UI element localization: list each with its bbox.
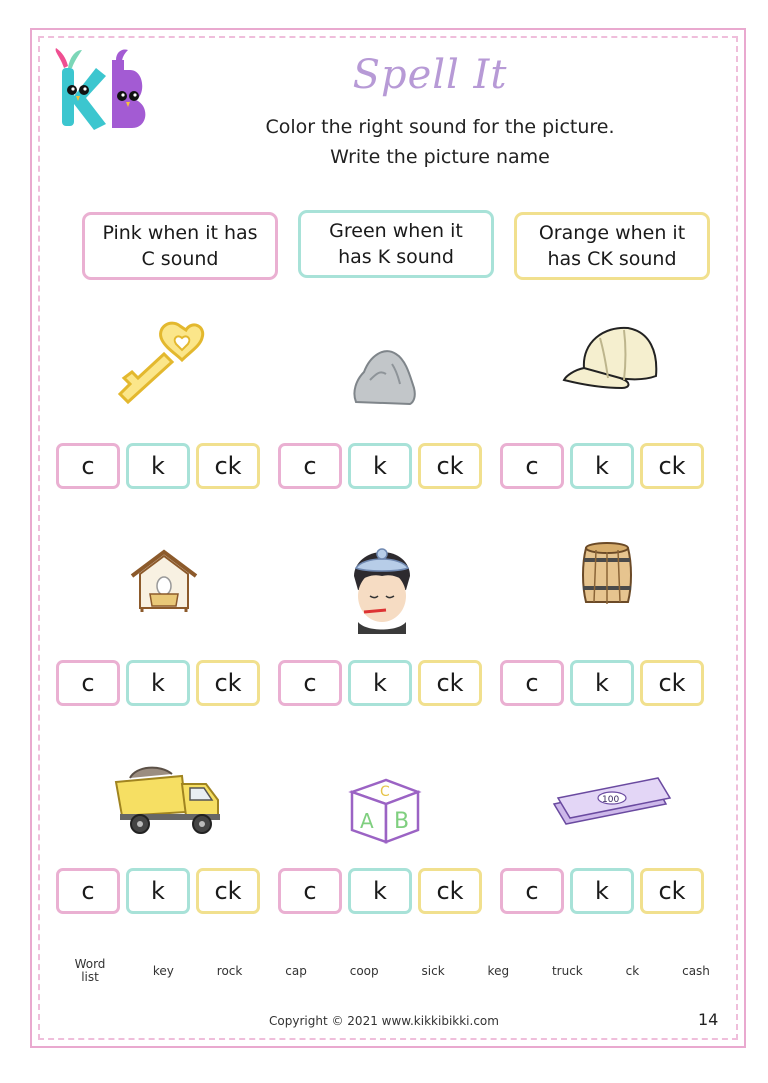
option-c[interactable]: c	[278, 443, 342, 489]
option-k[interactable]: k	[570, 660, 634, 706]
word-list-header	[70, 958, 110, 984]
key-icon	[110, 318, 220, 410]
legend-line: Green when it	[329, 220, 463, 242]
kb-logo-icon	[52, 46, 152, 136]
option-ck[interactable]: ck	[640, 443, 704, 489]
option-ck[interactable]: ck	[196, 443, 260, 489]
legend-line: has K sound	[338, 246, 454, 268]
word-list-header-line: Word	[74, 957, 106, 971]
option-ck[interactable]: ck	[196, 660, 260, 706]
word-item: ck	[625, 964, 640, 978]
option-group	[500, 660, 704, 706]
cash-icon	[550, 774, 674, 826]
option-group	[56, 660, 260, 706]
legend-c-sound	[82, 212, 278, 280]
coop-icon	[128, 548, 200, 614]
legend-line: Pink when it has	[102, 222, 258, 244]
option-ck[interactable]: ck	[196, 868, 260, 914]
keg-icon	[578, 540, 636, 610]
option-group	[278, 868, 482, 914]
option-c[interactable]: c	[56, 660, 120, 706]
abc-block-icon	[346, 772, 424, 846]
option-c[interactable]: c	[56, 868, 120, 914]
rock-icon	[350, 340, 420, 408]
option-k[interactable]: k	[570, 868, 634, 914]
legend-line: has CK sound	[547, 248, 677, 270]
word-item: rock	[216, 964, 243, 978]
option-ck[interactable]: ck	[418, 868, 482, 914]
legend-line: Orange when it	[538, 222, 686, 244]
option-ck[interactable]: ck	[640, 868, 704, 914]
svg-text:A: A	[360, 809, 374, 833]
word-list	[70, 958, 710, 984]
option-c[interactable]: c	[500, 660, 564, 706]
page-title: Spell It	[352, 52, 508, 98]
option-group	[278, 660, 482, 706]
svg-text:100: 100	[602, 795, 620, 805]
option-group	[500, 443, 704, 489]
option-ck[interactable]: ck	[640, 660, 704, 706]
option-k[interactable]: k	[348, 868, 412, 914]
option-c[interactable]: c	[278, 660, 342, 706]
option-k[interactable]: k	[348, 660, 412, 706]
legend-line: C sound	[141, 248, 219, 270]
instruction-text-2: Write the picture name	[330, 146, 550, 168]
word-item: keg	[487, 964, 510, 978]
option-c[interactable]: c	[500, 868, 564, 914]
cap-icon	[560, 322, 664, 396]
option-k[interactable]: k	[570, 443, 634, 489]
sick-boy-icon	[340, 546, 424, 634]
option-k[interactable]: k	[126, 443, 190, 489]
option-ck[interactable]: ck	[418, 660, 482, 706]
option-group	[56, 443, 260, 489]
option-k[interactable]: k	[348, 443, 412, 489]
word-item: sick	[421, 964, 445, 978]
word-item: cap	[285, 964, 307, 978]
legend-k-sound	[298, 210, 494, 278]
option-group	[500, 868, 704, 914]
svg-text:C: C	[380, 784, 390, 800]
word-item: key	[152, 964, 174, 978]
truck-icon	[110, 762, 226, 834]
option-k[interactable]: k	[126, 868, 190, 914]
option-ck[interactable]: ck	[418, 443, 482, 489]
legend-ck-sound	[514, 212, 710, 280]
option-group	[278, 443, 482, 489]
option-c[interactable]: c	[500, 443, 564, 489]
word-list-header-line: list	[81, 970, 99, 984]
word-item: coop	[349, 964, 379, 978]
svg-text:B: B	[394, 809, 410, 834]
option-c[interactable]: c	[56, 443, 120, 489]
option-c[interactable]: c	[278, 868, 342, 914]
word-item: truck	[551, 964, 583, 978]
option-k[interactable]: k	[126, 660, 190, 706]
word-item: cash	[682, 964, 710, 978]
instruction-text: Color the right sound for the picture.	[265, 116, 615, 138]
option-group	[56, 868, 260, 914]
copyright-footer: Copyright © 2021 www.kikkibikki.com	[269, 1014, 499, 1028]
page-number: 14	[698, 1010, 719, 1029]
